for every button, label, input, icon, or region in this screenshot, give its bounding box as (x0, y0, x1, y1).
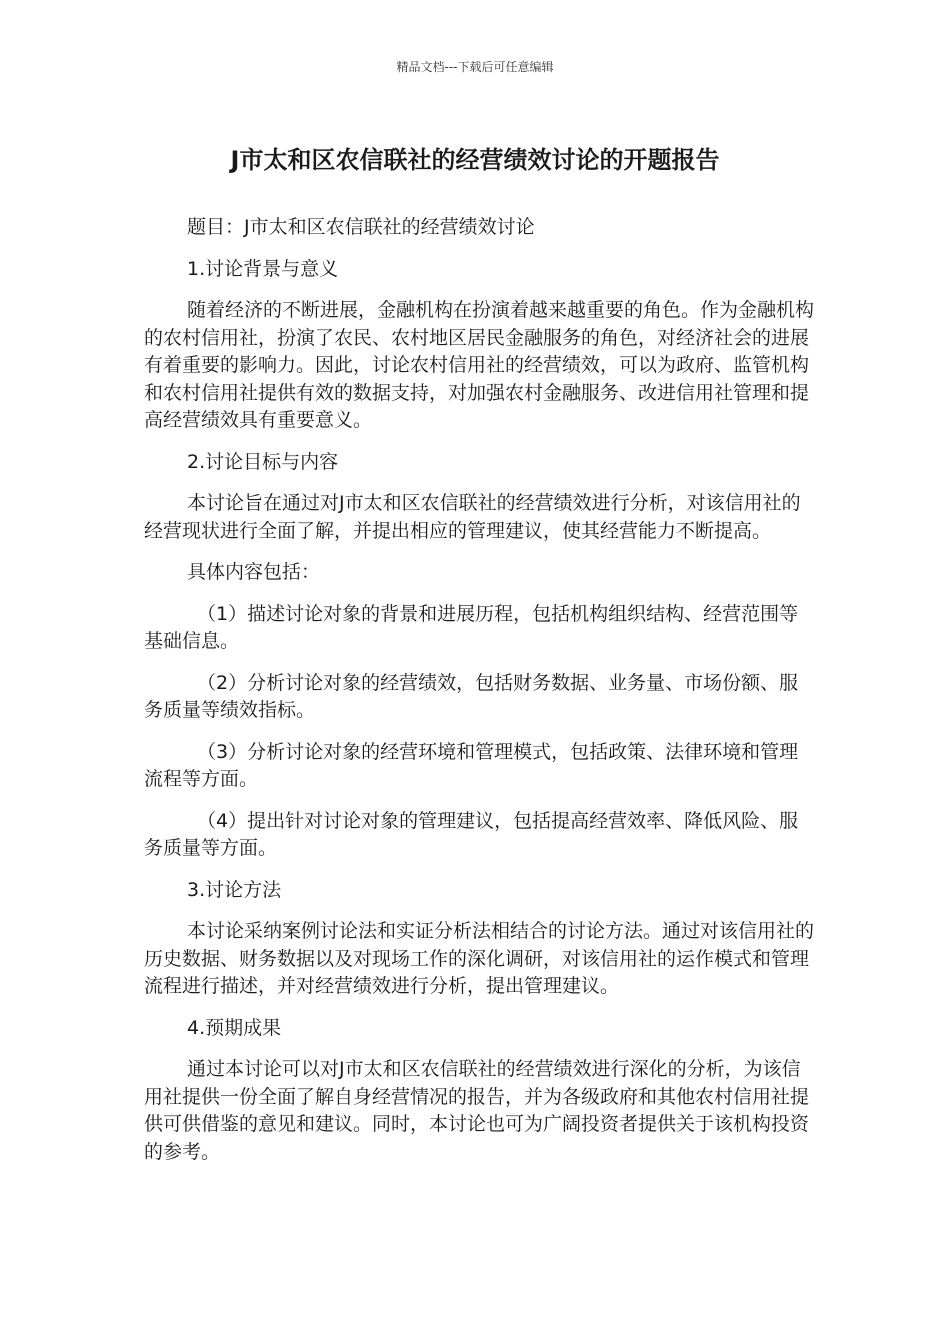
section-heading-goals: 2.讨论目标与内容 (187, 450, 339, 473)
section-heading-outcomes: 4.预期成果 (187, 1016, 282, 1039)
section-heading-methods: 3.讨论方法 (187, 878, 282, 901)
subject-line: 题目：J市太和区农信联社的经营绩效讨论 (187, 216, 535, 238)
content-list-item: （1）描述讨论对象的背景和进展历程，包括机构组织结构、经营范围等基础信息。 (144, 602, 799, 652)
content-list-item: （4）提出针对讨论对象的管理建议，包括提高经营效率、降低风险、服务质量等方面。 (144, 809, 799, 859)
content-list-item: （3）分析讨论对象的经营环境和管理模式，包括政策、法律环境和管理流程等方面。 (144, 740, 799, 790)
paragraph-background: 随着经济的不断进展，金融机构在扮演着越来越重要的角色。作为金融机构的农村信用社，扮演了农民、农村地区居民金融服务的角色，对经济社会的进展有着重要的影响力。因此，讨论农村信用社的经营绩效，可以为政府、监管机构和农村信用社提供有效的数据支持，对加强农村金融服务、改进信用社管理和提高经营绩效具有重要意义。 (144, 299, 815, 431)
content-list-intro: 具体内容包括： (187, 561, 321, 583)
document-body (144, 214, 816, 1180)
paragraph-outcomes: 通过本讨论可以对J市太和区农信联社的经营绩效进行深化的分析，为该信用社提供一份全面了解自身经营情况的报告，并为各级政府和其他农村信用社提供可供借鉴的意见和建议。同时，本讨论也可为广阔投资者提供关于该机构投资的参考。 (144, 1058, 810, 1163)
paragraph-goals: 本讨论旨在通过对J市太和区农信联社的经营绩效进行分析，对该信用社的经营现状进行全面了解，并提出相应的管理建议，使其经营能力不断提高。 (144, 492, 801, 542)
header-note: 精品文档---下载后可任意编辑 (396, 60, 554, 74)
paragraph-methods: 本讨论采纳案例讨论法和实证分析法相结合的讨论方法。通过对该信用社的历史数据、财务数据以及对现场工作的深化调研，对该信用社的运作模式和管理流程进行描述，并对经营绩效进行分析，提出管理建议。 (144, 920, 815, 997)
content-list-item: （2）分析讨论对象的经营绩效，包括财务数据、业务量、市场份额、服务质量等绩效指标。 (144, 671, 799, 721)
document-title: J市太和区农信联社的经营绩效讨论的开题报告 (230, 146, 720, 174)
section-heading-background: 1.讨论背景与意义 (187, 257, 339, 280)
